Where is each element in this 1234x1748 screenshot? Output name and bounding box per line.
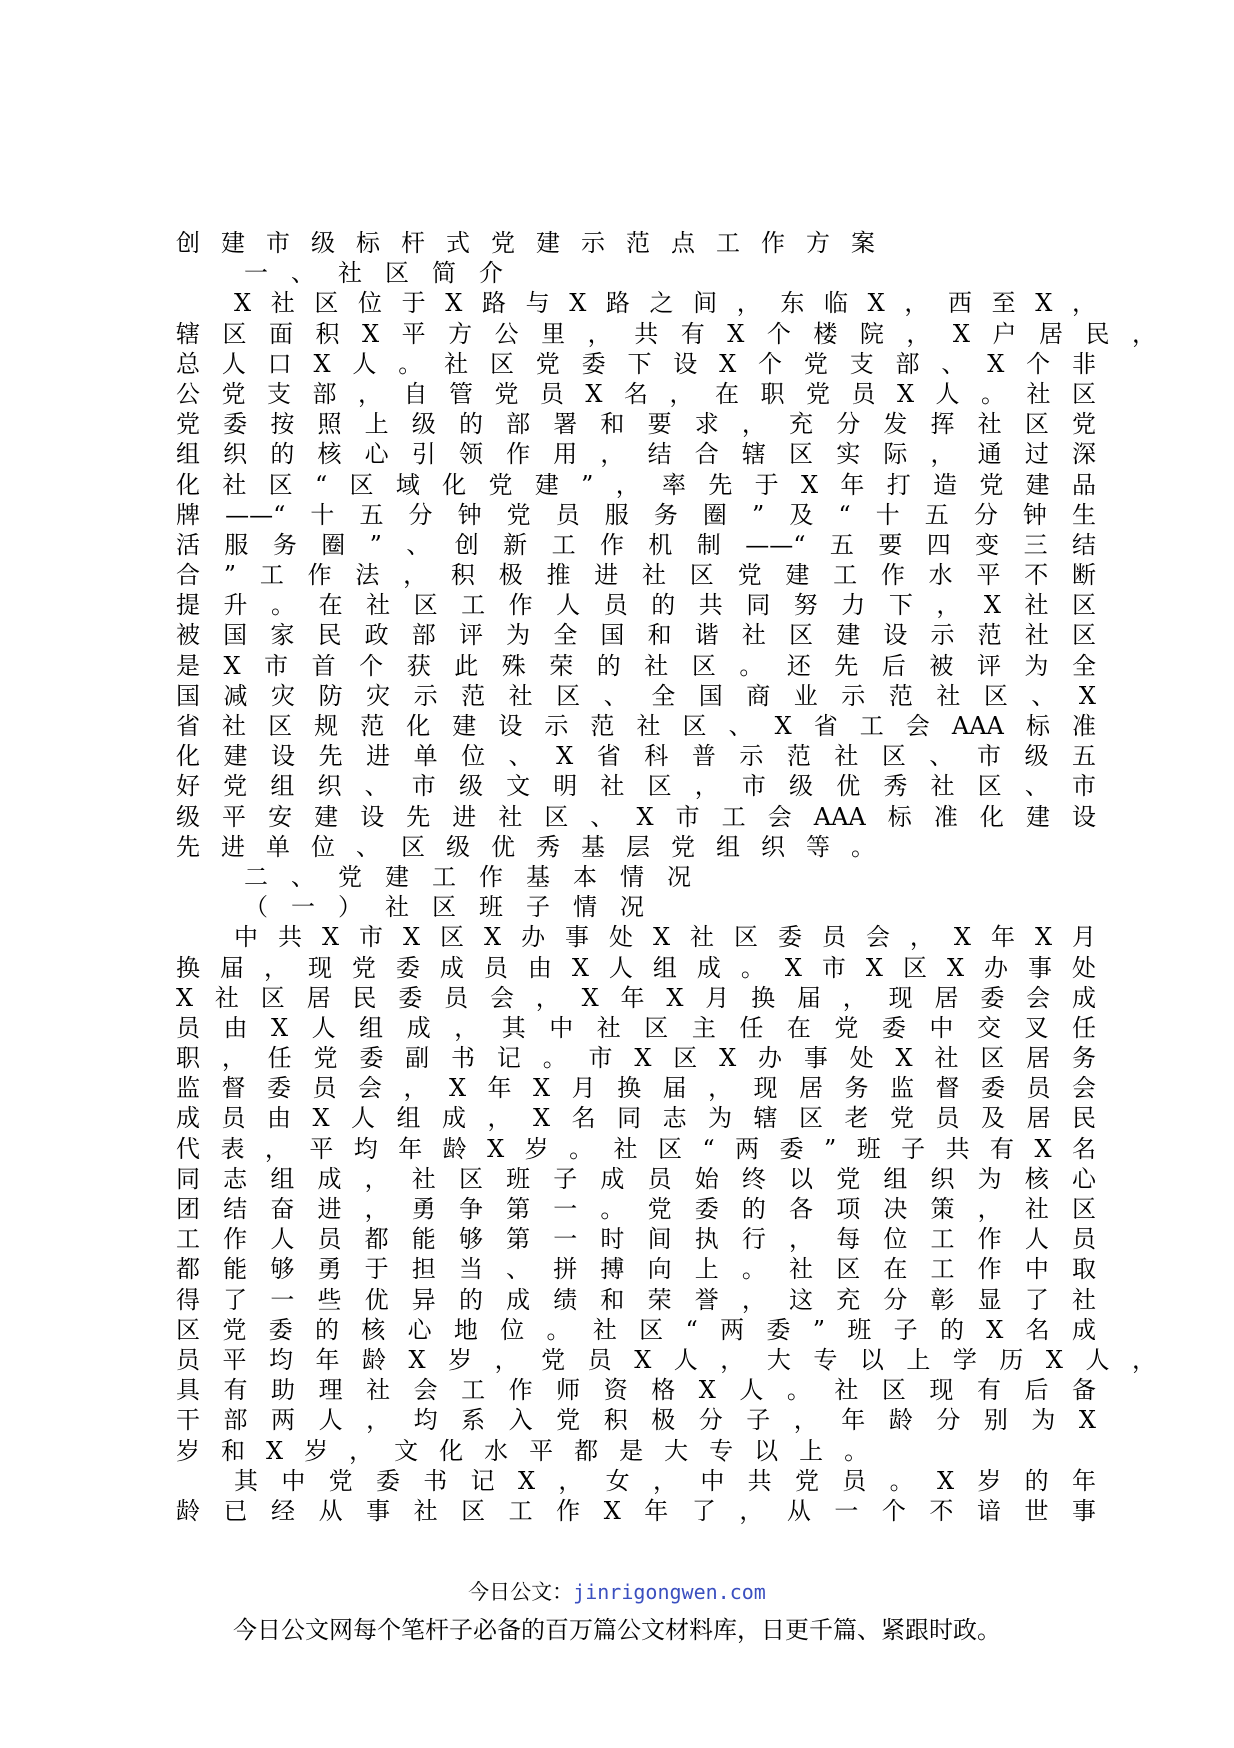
text-line: X社区居民委员会，X年X月换届，现居委会成 bbox=[176, 983, 1096, 1012]
text-line: 提升。在社区工作人员的共同努力下，X社区 bbox=[176, 591, 1096, 620]
text-line: 员平均年龄X岁，党员X人，大专以上学历X人， bbox=[176, 1345, 1156, 1374]
text-line: 岁和X岁，文化水平都是大专以上。 bbox=[176, 1436, 890, 1465]
document-body bbox=[176, 228, 1156, 1526]
document-title: 创建市级标杆式党建示范点工作方案 bbox=[176, 229, 896, 257]
text-line: 同志组成，社区班子成员始终以党组织为核心 bbox=[176, 1164, 1096, 1193]
text-line: 是X市首个获此殊荣的社区。还先后被评为全 bbox=[176, 651, 1096, 680]
text-line: 公党支部，自管党员X名，在职党员X人。社区 bbox=[176, 379, 1096, 408]
text-line: 活服务圈”、创新工作机制——“五要四变三结 bbox=[176, 530, 1096, 559]
text-line: 化建设先进单位、X省科普示范社区、市级五 bbox=[176, 742, 1096, 771]
text-line: 都能够勇于担当、拼搏向上。社区在工作中取 bbox=[176, 1255, 1096, 1284]
footer-site-link[interactable]: jinrigongwen.com bbox=[573, 1580, 766, 1604]
text-line: 合”工作法，积极推进社区党建工作水平不断 bbox=[176, 561, 1096, 590]
footer-site-line bbox=[0, 1578, 1234, 1606]
text-line: 成员由X人组成，X名同志为辖区老党员及居民 bbox=[176, 1104, 1096, 1133]
text-line: 化社区“区域化党建”，率先于X年打造党建品 bbox=[176, 470, 1096, 499]
text-line: 员由X人组成，其中社区主任在党委中交叉任 bbox=[176, 1013, 1096, 1042]
footer-slogan: 今日公文网每个笔杆子必备的百万篇公文材料库，日更千篇、紧跟时政。 bbox=[233, 1616, 1001, 1644]
subsection-heading: （一）社区班子情况 bbox=[244, 893, 667, 922]
text-line: 区党委的核心地位。社区“两委”班子的X名成 bbox=[176, 1315, 1096, 1344]
text-line: 牌——“十五分钟党员服务圈”及“十五分钟生 bbox=[176, 500, 1096, 529]
text-line: 监督委员会，X年X月换届，现居务监督委员会 bbox=[176, 1074, 1096, 1103]
section-heading: 一、社区简介 bbox=[244, 259, 526, 288]
text-line: 工作人员都能够第一时间执行，每位工作人员 bbox=[176, 1225, 1096, 1254]
text-line: 国减灾防灾示范社区、全国商业示范社区、X bbox=[176, 681, 1096, 710]
text-line: 其中党委书记X，女，中共党员。X岁的年 bbox=[234, 1466, 1096, 1495]
text-line: 辖区面积X平方公里，共有X个楼院，X户居民， bbox=[176, 319, 1156, 348]
text-line: 代表，平均年龄X岁。社区“两委”班子共有X名 bbox=[176, 1134, 1096, 1163]
text-line: 换届，现党委成员由X人组成。X市X区X办事处 bbox=[176, 953, 1096, 982]
text-line: X社区位于X路与X路之间，东临X，西至X， bbox=[234, 289, 1096, 318]
text-line: 团结奋进，勇争第一。党委的各项决策，社区 bbox=[176, 1195, 1096, 1223]
text-line: 得了一些优异的成绩和荣誉，这充分彰显了社 bbox=[176, 1285, 1096, 1314]
footer-site-label: 今日公文： bbox=[468, 1580, 574, 1604]
text-line: 被国家民政部评为全国和谐社区建设示范社区 bbox=[176, 621, 1096, 650]
text-line: 具有助理社会工作师资格X人。社区现有后备 bbox=[176, 1376, 1096, 1405]
text-line: 职，任党委副书记。市X区X办事处X社区居务 bbox=[176, 1044, 1096, 1073]
text-line: 省社区规范化建设示范社区、X省工会AAA标准 bbox=[176, 712, 1096, 740]
text-line: 先进单位、区级优秀基层党组织等。 bbox=[176, 832, 896, 861]
text-line: 党委按照上级的部署和要求，充分发挥社区党 bbox=[176, 410, 1096, 439]
text-line: 组织的核心引领作用，结合辖区实际，通过深 bbox=[176, 440, 1096, 469]
text-line: 级平安建设先进社区、X市工会AAA标准化建设 bbox=[176, 802, 1096, 831]
section-heading: 二、党建工作基本情况 bbox=[244, 862, 714, 891]
text-line: 干部两人，均系入党积极分子，年龄分别为X bbox=[176, 1406, 1096, 1435]
text-line: 龄已经从事社区工作X年了，从一个不谙世事 bbox=[176, 1496, 1096, 1525]
text-line: 中共X市X区X办事处X社区委员会，X年X月 bbox=[234, 923, 1096, 952]
text-line: 好党组织、市级文明社区，市级优秀社区、市 bbox=[176, 772, 1096, 801]
text-line: 总人口X人。社区党委下设X个党支部、X个非 bbox=[176, 349, 1096, 378]
